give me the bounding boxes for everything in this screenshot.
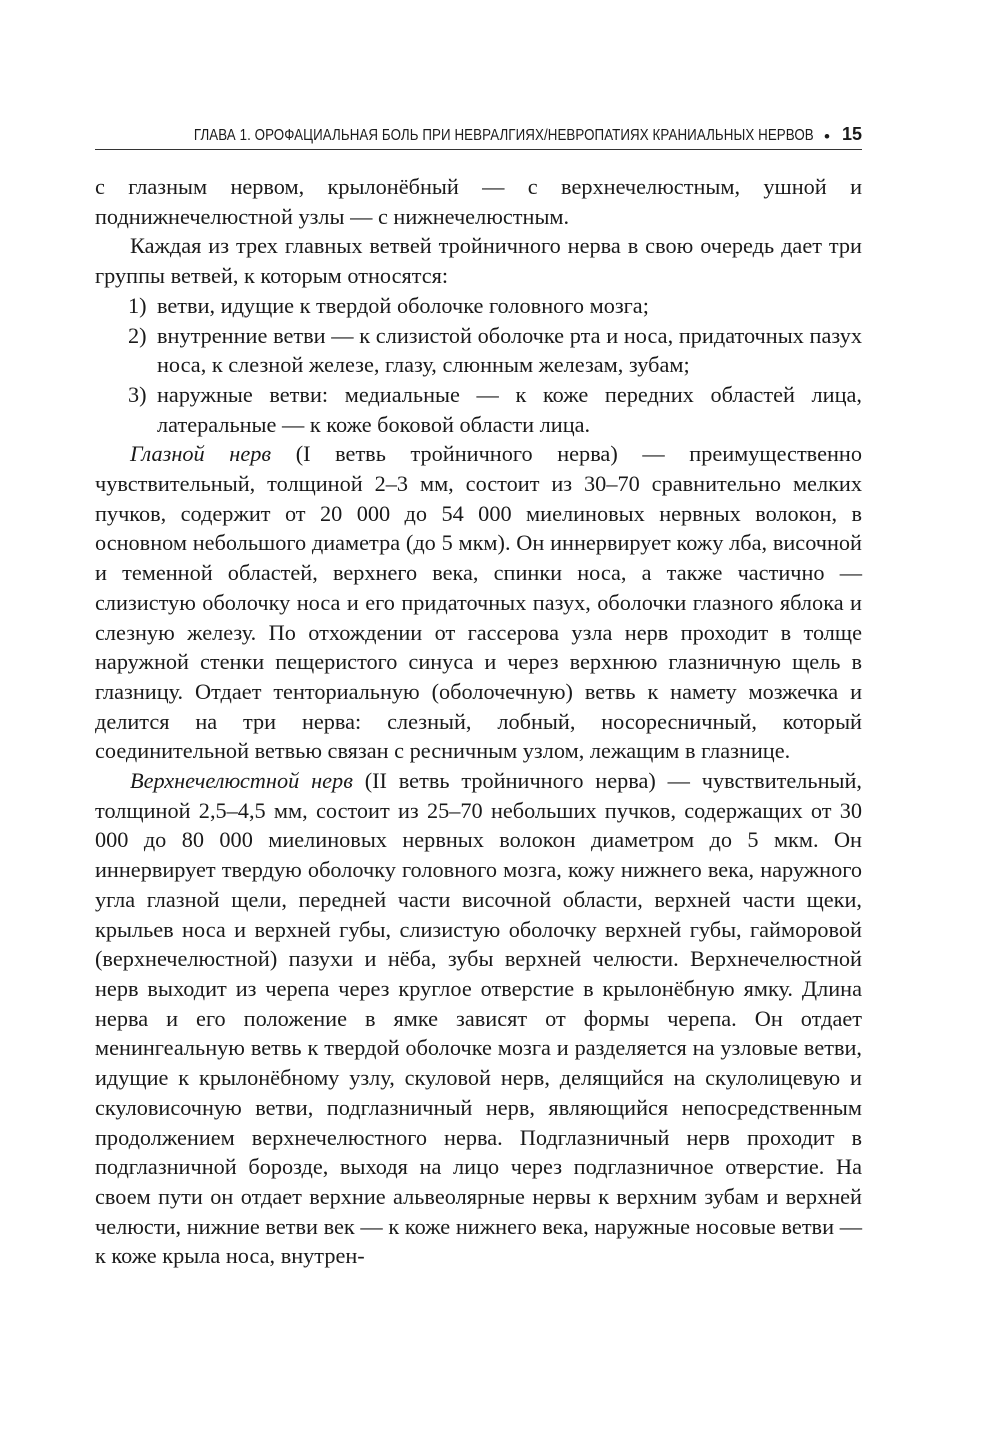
branches-list (95, 291, 862, 440)
page-number: 15 (841, 124, 862, 144)
paragraph-continuation: с глазным нервом, крылонёбный — с верхнечелюстным, ушной и поднижнечелюстной узлы — с нижнечелюстным. (95, 174, 862, 229)
paragraph-maxillary-text: (II ветвь тройничного нерва) — чувствительный, толщиной 2,5–4,5 мм, состоит из 25–70 небольших пучков, содержащих от 30 000 до 80 000 миелиновых нервных волокон диаметром до 5 мкм. Он иннервирует твердую оболочку головного мозга, кожу нижнего века, наружного угла глазной щели, передней части височной области, верхней части щеки, крыльев носа и верхней губы, слизистую оболочку верхней губы, гайморовой (верхнечелюстной) пазухи и нёба, зубы верхней челюсти. Верхнечелюстной нерв выходит из черепа через круглое отверстие в крылонёбную ямку. Длина нерва и его положение в ямке зависят от формы черепа. Он отдает менингеальную ветвь к твердой оболочке мозга и разделяется на узловые ветви, идущие к крылонёбному узлу, скуловой нерв, делящийся на скулолицевую и скуловисочную ветви, подглазничный нерв, являющийся непосредственным продолжением верхнечелюстного нерва. Подглазничный нерв проходит в подглазничной борозде, выходя на лицо через подглазничное отверстие. На своем пути он отдает верхние альвеолярные нервы к верхним зубам и верхней челюсти, нижние ветви век — к коже нижнего века, наружные носовые ветви — к коже крыла носа, внутрен- (95, 768, 862, 1269)
paragraph-maxillary-nerve (95, 766, 862, 1271)
list-item-text: внутренние ветви — к слизистой оболочке рта и носа, придаточных пазух носа, к слезной железе, глазу, слюнным железам, зубам; (157, 322, 862, 378)
list-item-text: ветви, идущие к твердой оболочке головного мозга; (157, 292, 649, 318)
list-item-text: наружные ветви: медиальные — к коже передних областей лица, латеральные — к коже боковой области лица. (157, 381, 862, 437)
chapter-title: ГЛАВА 1. ОРОФАЦИАЛЬНАЯ БОЛЬ ПРИ НЕВРАЛГИЯХ/НЕВРОПАТИЯХ КРАНИАЛЬНЫХ НЕРВОВ (194, 127, 815, 144)
header-separator: • (824, 127, 830, 146)
running-header (95, 122, 862, 150)
term-ophthalmic-nerve: Глазной нерв (130, 441, 272, 467)
paragraph-branches-intro: Каждая из трех главных ветвей тройничного нерва в свою очередь дает три группы ветвей, к которым относятся: (95, 233, 862, 289)
list-item (95, 380, 862, 439)
list-item-number: 1) (128, 292, 147, 318)
paragraph-ophthalmic-nerve (95, 439, 862, 766)
list-item-number: 2) (128, 322, 147, 348)
body-text (95, 172, 862, 1271)
term-maxillary-nerve: Верхнечелюстной нерв (130, 768, 353, 794)
list-item (95, 291, 862, 321)
list-item (95, 321, 862, 380)
paragraph-ophthalmic-text: (I ветвь тройничного нерва) — преимущественно чувствительный, толщиной 2–3 мм, состоит из 30–70 сравнительно мелких пучков, содержит от 20 000 до 54 000 миелиновых нервных волокон, в основном небольшого диаметра (до 5 мкм). Он иннервирует кожу лба, височной и теменной областей, верхнего века, спинки носа, а также частично — слизистую оболочку носа и его придаточных пазух, оболочки глазного яблока и слезную железу. По отхождении от гассерова узла нерв проходит в толще наружной стенки пещеристого синуса и через верхнюю глазничную щель в глазницу. Отдает тенториальную (оболочечную) ветвь к намету мозжечка и делится на три нерва: слезный, лобный, носоресничный, который соединительной ветвью связан с ресничным узлом, лежащим в глазнице. (95, 441, 862, 764)
list-item-number: 3) (128, 381, 147, 407)
